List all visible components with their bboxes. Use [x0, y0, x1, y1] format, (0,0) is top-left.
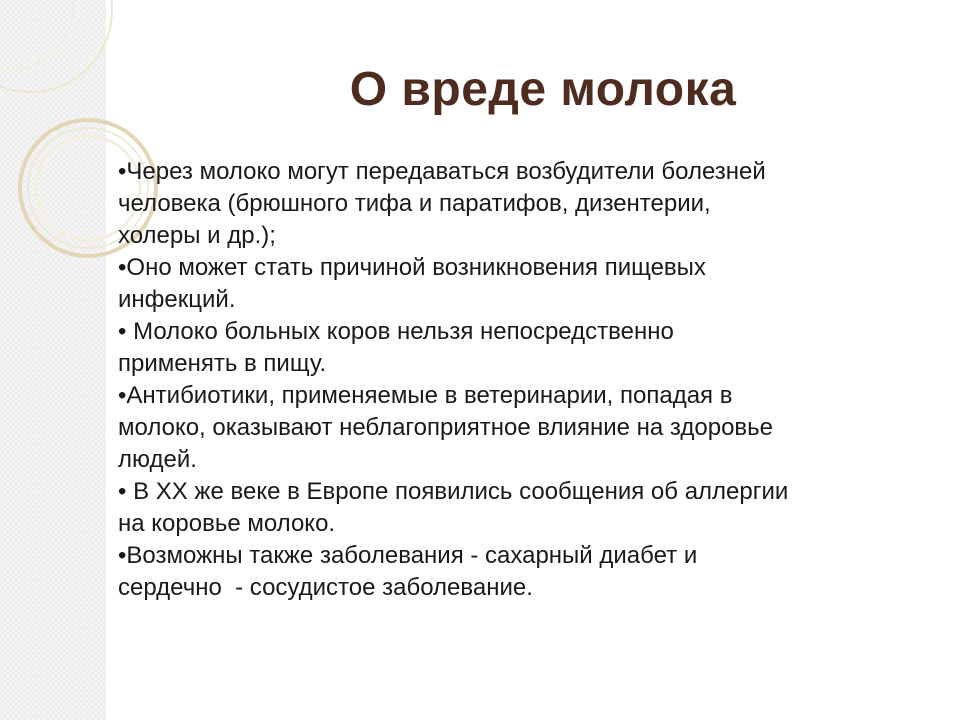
bullet-item: • В XX же веке в Европе появились сообщения об аллергии на коровье молоко. [118, 478, 795, 537]
bullet-item: • Молоко больных коров нельзя непосредственно применять в пищу. [118, 318, 681, 377]
bullet-item: •Возможны также заболевания - сахарный диабет и сердечно - сосудистое заболевание. [118, 542, 704, 601]
slide-title: О вреде молока [349, 63, 737, 116]
bullet-item: •Антибиотики, применяемые в ветеринарии, попадая в молоко, оказывают неблагоприятное влияние на здоровье людей. [118, 382, 780, 473]
bullet-item: •Оно может стать причиной возникновения пищевых инфекций. [118, 254, 713, 313]
bullet-list [118, 156, 798, 604]
bullet-item: •Через молоко могут передаваться возбудители болезней человека (брюшного тифа и паратифов, дизентерии, холеры и др.); [118, 158, 773, 249]
